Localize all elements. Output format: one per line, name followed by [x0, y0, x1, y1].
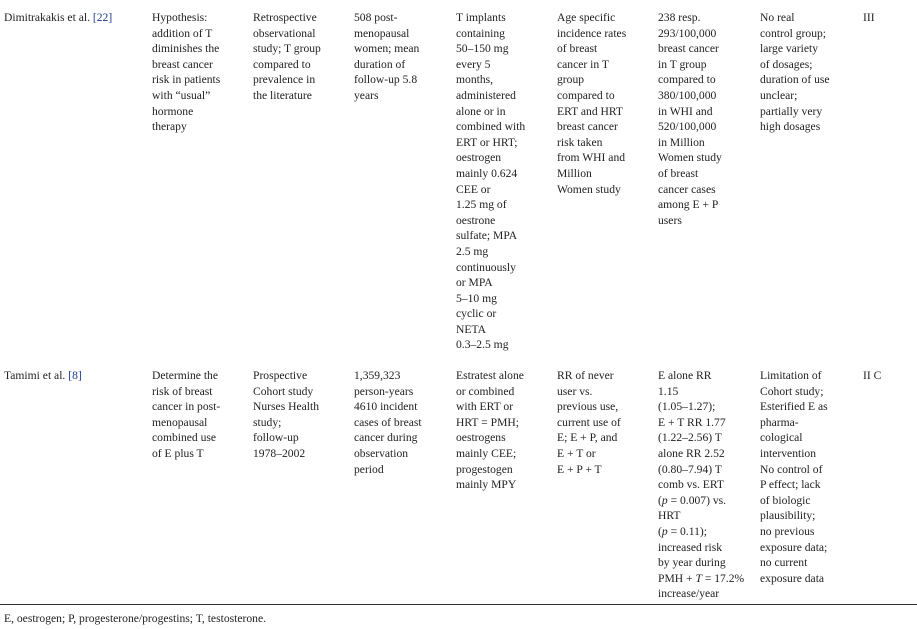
table-bottom-rule	[0, 604, 917, 605]
results-line: HRT	[658, 509, 681, 523]
row2-citation-link[interactable]: [8]	[68, 369, 82, 382]
row2-outcome: RR of never user vs. previous use, current use of E; E + P, and E + T or E + P + T	[557, 369, 621, 476]
results-line: alone RR 2.52	[658, 446, 725, 460]
table-footnote: E, oestrogen; P, progesterone/progestins; T, testosterone.	[4, 612, 266, 625]
results-line: comb vs. ERT	[658, 478, 724, 492]
results-line: E alone RR	[658, 369, 712, 382]
row2-results	[658, 368, 744, 602]
results-line: (p = 0.007) vs.	[658, 493, 727, 507]
row2-design: Prospective Cohort study Nurses Health study; follow-up 1978–2002	[253, 369, 320, 460]
row2-study: Tamimi et al. [8]	[4, 369, 82, 382]
results-line: by year during	[658, 556, 726, 570]
row1-outcome: Age specific incidence rates of breast cancer in T group compared to ERT and HRT breast cancer risk taken from WHI and Million Women study	[557, 11, 627, 196]
row1-design: Retrospective observational study; T group compared to prevalence in the literature	[253, 11, 321, 102]
row1-results: 238 resp. 293/100,000 breast cancer in T group compared to 380/100,000 in WHI and 520/100,000 in Million Women study of breast cancer cases among E + P users	[658, 11, 722, 227]
row2-aim: Determine the risk of breast cancer in post- menopausal combined use of E plus T	[152, 369, 221, 460]
results-line: increased risk	[658, 540, 723, 554]
row1-citation-link[interactable]: [22]	[92, 11, 113, 24]
row2-evidence-level: II C	[863, 369, 882, 382]
row1-evidence-level: III	[863, 11, 875, 24]
results-line: increase/year	[658, 587, 720, 601]
row2-population: 1,359,323 person-years 4610 incident cases of breast cancer during observation period	[354, 369, 422, 476]
results-line: 1.15	[658, 384, 679, 398]
results-line: E + T RR 1.77	[658, 415, 726, 429]
results-line: (0.80–7.94) T	[658, 462, 722, 476]
results-line: (p = 0.11);	[658, 524, 707, 538]
row1-study: Dimitrakakis et al. [22]	[4, 11, 113, 24]
row1-treatment: T implants containing 50–150 mg every 5 months, administered alone or in combined with ERT or HRT; oestrogen mainly 0.624 CEE or 1.25 mg of oestrone sulfate; MPA 2.5 mg continuously or MPA 5–10 mg cyclic or NETA 0.3–2.5 mg	[456, 11, 526, 352]
row1-limitations: No real control group; large variety of dosages; duration of use unclear; partially very high dosages	[760, 11, 830, 134]
row1-aim: Hypothesis: addition of T diminishes the breast cancer risk in patients with “usual” hormone therapy	[152, 11, 221, 134]
row2-limitations: Limitation of Cohort study; Esterified E as pharma- cological intervention No control of P effect; lack of biologic plausibility; no previous exposure data; no current exposure data	[760, 369, 828, 585]
results-line: PMH + T = 17.2%	[658, 571, 745, 585]
results-line: (1.22–2.56) T	[658, 431, 722, 445]
row2-treatment: Estratest alone or combined with ERT or HRT = PMH; oestrogens mainly CEE; progestogen mainly MPY	[456, 369, 524, 492]
row1-population: 508 post- menopausal women; mean duration of follow-up 5.8 years	[354, 11, 420, 102]
results-line: (1.05–1.27);	[658, 400, 716, 414]
